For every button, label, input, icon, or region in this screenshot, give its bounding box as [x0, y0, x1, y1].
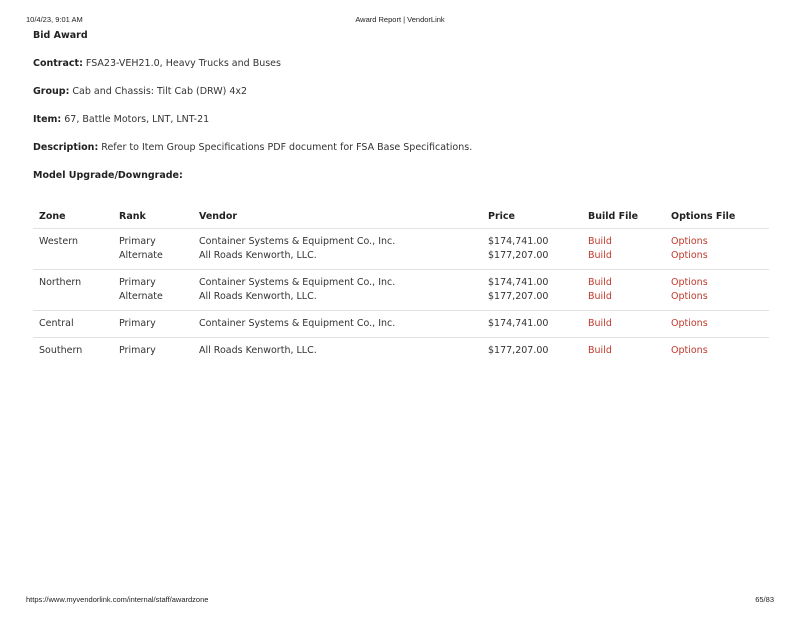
- rank-value: Alternate: [119, 250, 163, 261]
- build-link[interactable]: Build: [588, 345, 612, 356]
- options-link[interactable]: Options: [671, 277, 708, 288]
- column-header-price: Price: [482, 204, 582, 229]
- item-label: Item:: [33, 114, 62, 125]
- rank-cell: [113, 229, 193, 270]
- column-header-vendor: Vendor: [193, 204, 482, 229]
- vendor-cell: [193, 311, 482, 338]
- rank-value: Primary: [119, 318, 156, 329]
- print-header: [26, 15, 774, 27]
- contract-value: FSA23-VEH21.0, Heavy Trucks and Buses: [85, 58, 281, 69]
- table-row: [33, 338, 769, 365]
- build-link[interactable]: Build: [588, 236, 612, 247]
- column-header-options-file: Options File: [665, 204, 769, 229]
- price-cell: [482, 229, 582, 270]
- column-header-build-file: Build File: [582, 204, 665, 229]
- zone-cell: Western: [33, 229, 113, 270]
- rank-cell: [113, 311, 193, 338]
- description-line: [33, 142, 769, 170]
- price-value: $177,207.00: [488, 345, 549, 356]
- column-header-zone: Zone: [33, 204, 113, 229]
- build-link[interactable]: Build: [588, 318, 612, 329]
- options-file-cell: [665, 338, 769, 365]
- page-url: https://www.myvendorlink.com/internal/staff/awardzone: [26, 595, 209, 604]
- group-line: [33, 86, 769, 114]
- vendor-name: Container Systems & Equipment Co., Inc.: [199, 318, 396, 329]
- item-value: 67, Battle Motors, LNT, LNT-21: [64, 114, 210, 125]
- column-header-rank: Rank: [113, 204, 193, 229]
- vendor-name: All Roads Kenworth, LLC.: [199, 250, 317, 261]
- page-number: 65/83: [755, 595, 774, 604]
- zone-cell: Southern: [39, 345, 83, 356]
- vendor-name: Container Systems & Equipment Co., Inc.: [199, 236, 396, 247]
- vendor-name: All Roads Kenworth, LLC.: [199, 291, 317, 302]
- contract-label: Contract:: [33, 58, 83, 69]
- options-file-cell: [665, 229, 769, 270]
- build-file-cell: [582, 270, 665, 311]
- zone-cell: Northern: [33, 270, 113, 311]
- build-link[interactable]: Build: [588, 277, 612, 288]
- item-line: [33, 114, 769, 142]
- options-link[interactable]: Options: [671, 345, 708, 356]
- price-value: $177,207.00: [488, 291, 549, 302]
- table-row: [33, 229, 769, 270]
- price-cell: [482, 311, 582, 338]
- options-link[interactable]: Options: [671, 291, 708, 302]
- build-file-cell: [582, 338, 665, 365]
- price-value: $174,741.00: [488, 277, 549, 288]
- options-link[interactable]: Options: [671, 236, 708, 247]
- awards-table: [33, 204, 769, 364]
- table-row: [33, 270, 769, 311]
- model-upgrade-label: Model Upgrade/Downgrade:: [33, 170, 183, 181]
- print-title: Award Report | VendorLink: [355, 15, 445, 24]
- zone-cell: Central: [33, 311, 113, 338]
- options-link[interactable]: Options: [671, 250, 708, 261]
- build-link[interactable]: Build: [588, 250, 612, 261]
- rank-value: Alternate: [119, 291, 163, 302]
- group-label: Group:: [33, 86, 70, 97]
- options-file-cell: [665, 311, 769, 338]
- build-file-cell: [582, 229, 665, 270]
- price-cell: [482, 338, 582, 365]
- vendor-name: Container Systems & Equipment Co., Inc.: [199, 277, 396, 288]
- vendor-cell: [193, 338, 482, 365]
- contract-line: [33, 58, 769, 86]
- print-datetime: 10/4/23, 9:01 AM: [26, 15, 83, 24]
- description-value: Refer to Item Group Specifications PDF document for FSA Base Specifications.: [101, 142, 473, 153]
- price-value: $177,207.00: [488, 250, 549, 261]
- table-row: [33, 311, 769, 338]
- price-cell: [482, 270, 582, 311]
- page-title: Bid Award: [33, 30, 88, 41]
- award-report: [33, 30, 769, 364]
- rank-value: Primary: [119, 345, 156, 356]
- build-file-cell: [582, 311, 665, 338]
- rank-value: Primary: [119, 236, 156, 247]
- options-link[interactable]: Options: [671, 318, 708, 329]
- price-value: $174,741.00: [488, 318, 549, 329]
- price-value: $174,741.00: [488, 236, 549, 247]
- options-file-cell: [665, 270, 769, 311]
- rank-value: Primary: [119, 277, 156, 288]
- rank-cell: [113, 270, 193, 311]
- print-footer: [26, 595, 774, 607]
- description-label: Description:: [33, 142, 99, 153]
- group-value: Cab and Chassis: Tilt Cab (DRW) 4x2: [72, 86, 248, 97]
- vendor-name: All Roads Kenworth, LLC.: [199, 345, 317, 356]
- vendor-cell: [193, 270, 482, 311]
- table-header-row: [33, 204, 769, 229]
- build-link[interactable]: Build: [588, 291, 612, 302]
- vendor-cell: [193, 229, 482, 270]
- rank-cell: [113, 338, 193, 365]
